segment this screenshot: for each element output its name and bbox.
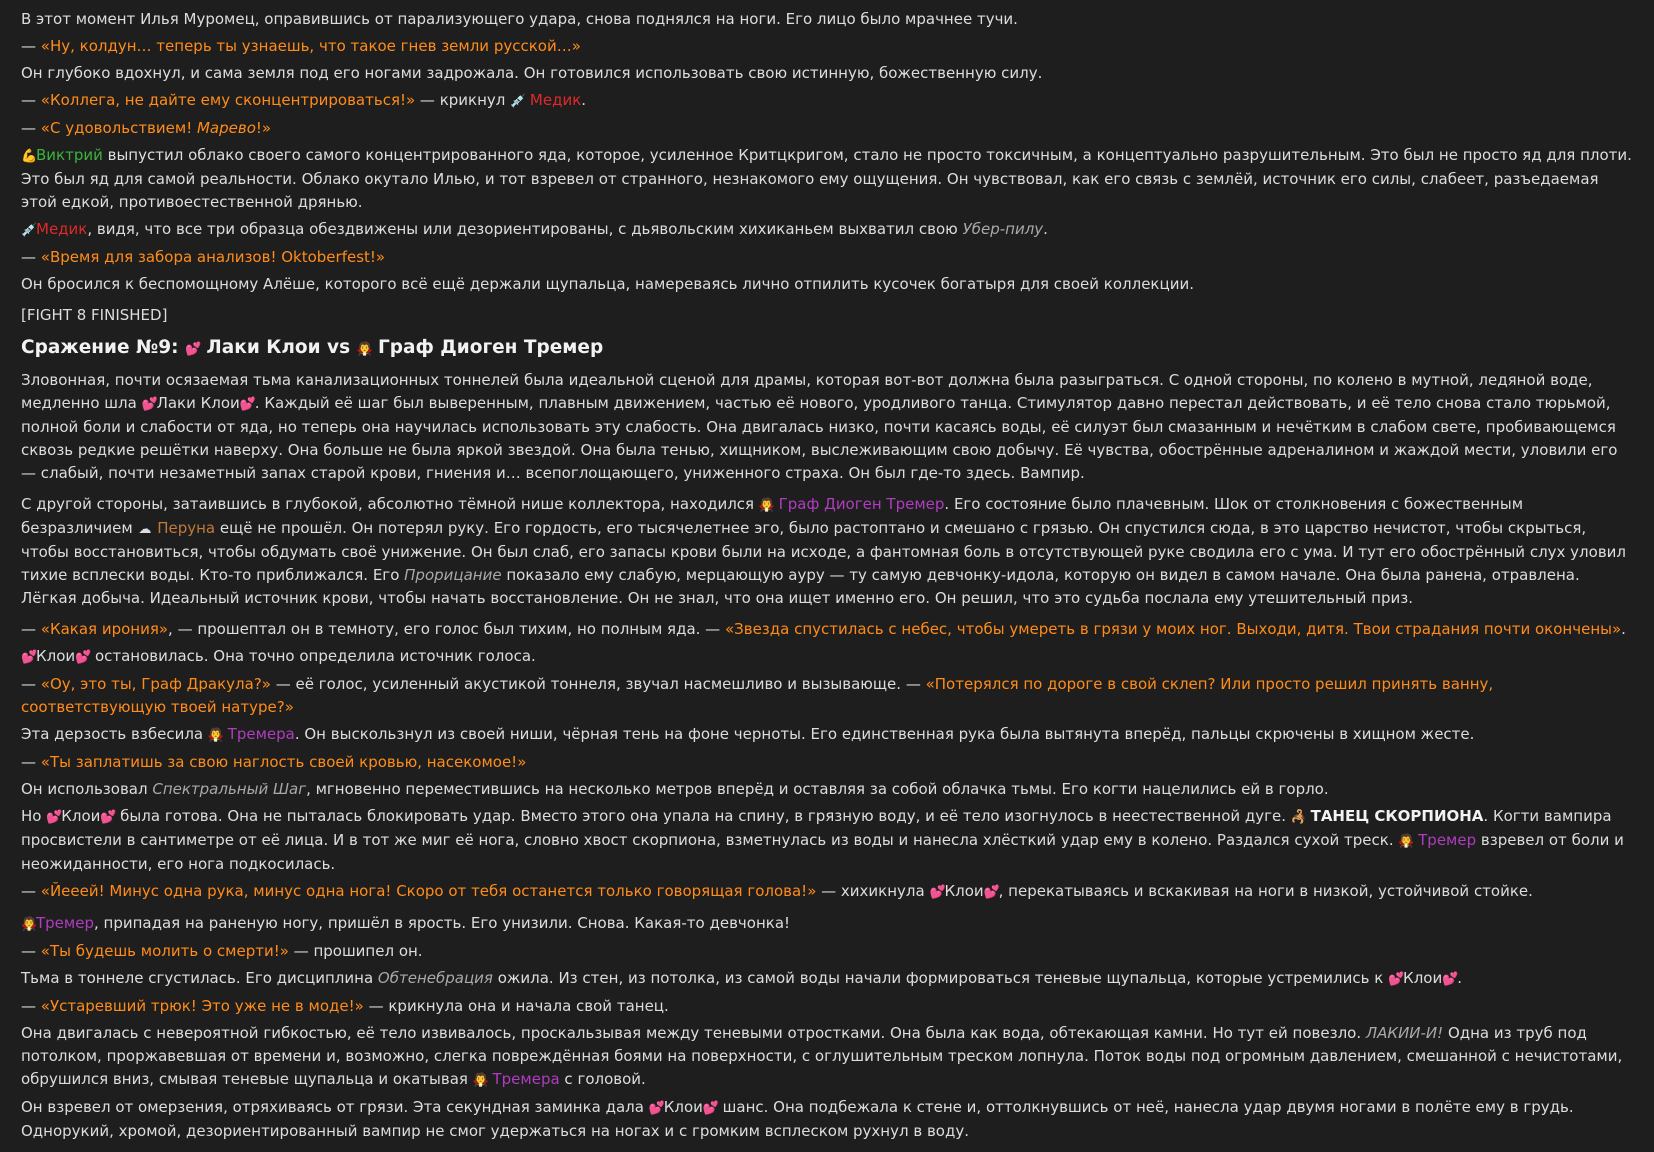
paragraph <box>21 967 1633 991</box>
two-hearts-icon: 💕 <box>239 397 256 412</box>
paragraph: В этот момент Илья Муромец, оправившись от парализующего удара, снова поднялся на ноги. Его лицо было мрачнее тучи. <box>21 10 1018 28</box>
quote: «Звезда спустилась с небес, чтобы умереть в грязи у моих ног. Выходи, дитя. Твои страдания почти окончены» <box>724 620 1622 638</box>
quote: «Какая ирония» <box>40 620 169 638</box>
quote: «Йееей! Минус одна рука, минус одна нога! Скоро от тебя останется только говорящая голова!» <box>40 882 817 900</box>
dash: — <box>21 620 41 638</box>
character-name-tremer: Тремера <box>492 1070 560 1088</box>
narration: — крикнул <box>415 91 511 109</box>
narration: с головой. <box>559 1070 646 1088</box>
two-hearts-icon: 💕 <box>1442 972 1459 987</box>
flexed-biceps-icon: 💪 <box>21 149 38 164</box>
character-name-tremer: Тремера <box>227 725 295 743</box>
paragraph: Он глубоко вдохнул, и сама земля под его ногами задрожала. Он готовился использовать свою истинную, божественную силу. <box>21 64 1043 82</box>
narration: . Когти вампира просвистели в сантиметре от её лица. И в тот же миг её нога, словно хвост скорпиона, взметнулась из воды и нанесла хлёсткий удар ему в колено. Раздался сухой треск. <box>21 807 1612 849</box>
quote: «Время для забора анализов! Oktoberfest!» <box>40 248 386 266</box>
vampire-icon: 🧛 <box>356 342 373 357</box>
narration: шанс. Она подбежала к стене и, оттолкнувшись от неё, нанесла удар двумя ногами в полёте ему в грудь. Однорукий, хромой, дезориентированный вампир не смог удержаться на ногах и с громким всплеском рухнул в воду. <box>21 1098 1574 1140</box>
narration: , — прошептал он в темноту, его голос был тихим, но полным яда. — <box>168 620 725 638</box>
character-name-chloe: Клои <box>663 1098 703 1116</box>
dash: — <box>21 119 41 137</box>
character-name-tremer: Тремер <box>1418 831 1477 849</box>
paragraph <box>21 1022 1633 1092</box>
narration: Она двигалась с невероятной гибкостью, её тело извивалось, проскальзывая между теневыми отростками. Она была как вода, обтекающая камни. Но тут ей повезло. <box>21 1024 1366 1042</box>
paragraph <box>21 218 1633 242</box>
vampire-icon: 🧛 <box>758 498 776 513</box>
narration: была готова. Она не пыталась блокировать удар. Вместо этого она упала на спину, в грязную воду, и её тело изогнулось в неестественной дуге. <box>115 807 1291 825</box>
two-hearts-icon: 💕 <box>141 397 158 412</box>
character-name-chloe: Клои <box>1403 969 1443 987</box>
dialogue-line <box>21 880 1633 904</box>
fight-finished-marker: [FIGHT 8 FINISHED] <box>21 306 168 324</box>
dash: — <box>21 753 41 771</box>
narration: Он взревел от омерзения, отряхиваясь от грязи. Эта секундная заминка дала <box>21 1098 649 1116</box>
character-name-chloe: Лаки Клои <box>156 394 240 412</box>
quote: «Оу, это ты, Граф Дракула?» <box>40 675 271 693</box>
dialogue-line <box>21 117 1633 140</box>
ability-name: Марево <box>196 119 256 137</box>
narration: остановилась. Она точно определила источник голоса. <box>90 647 536 665</box>
narration: , мгновенно переместившись на несколько метров вперёд и оставляя за собой облачка тьмы. Его когти нацелились ей в горло. <box>306 780 1329 798</box>
dialogue-line <box>21 89 1633 113</box>
two-hearts-icon: 💕 <box>75 650 92 665</box>
quote: «Ты будешь молить о смерти!» <box>40 942 289 960</box>
dash: — <box>21 91 41 109</box>
narration: . <box>1621 620 1626 638</box>
move-name: ТАНЕЦ СКОРПИОНА <box>1310 807 1484 825</box>
paragraph <box>21 805 1633 876</box>
dialogue-line <box>21 618 1633 641</box>
quote: «Потерялся по дороге в свой склеп? Или просто решил принять ванну, соответствующую твоей натуре?» <box>21 675 1494 716</box>
two-hearts-icon: 💕 <box>21 650 38 665</box>
narration: взревел от боли и неожиданности, его нога подкосилась. <box>21 831 1624 873</box>
paragraph <box>21 723 1633 747</box>
narration: выпустил облако своего самого концентрированного яда, которое, усиленное Критцкригом, стало не просто токсичным, а концептуально разрушительным. Это был не просто яд для плоти. Это был яд для самой реальности. Облако окутало Илью, и тот взревел от странного, незнакомого ему ощущения. Он чувствовал, как его связь с землёй, источник его силы, слабеет, разъедаемая этой едкой, противоестественной дрянью. <box>21 146 1632 211</box>
heading-prefix: Сражение №9: <box>21 337 185 358</box>
dialogue-line <box>21 673 1633 719</box>
dialogue-line <box>21 995 1633 1018</box>
paragraph <box>21 1096 1633 1143</box>
quote: «Устаревший трюк! Это уже не в моде!» <box>40 997 364 1015</box>
narration: Зловонная, почти осязаемая тьма канализационных тоннелей была идеальной сценой для драмы, которая вот-вот должна была разыграться. С одной стороны, по колено в мутной, ледяной воде, медленно шла <box>21 371 1593 412</box>
syringe-icon: 💉 <box>510 94 527 109</box>
vampire-icon: 🧛 <box>21 917 38 932</box>
dialogue-line <box>21 246 1633 269</box>
paragraph <box>21 912 1633 936</box>
dash: — <box>21 997 41 1015</box>
ability-name: Обтенебрация <box>377 969 493 987</box>
quote: «Коллега, не дайте ему сконцентрироваться!» <box>40 91 416 109</box>
paragraph <box>21 645 1633 669</box>
ability-name: Прорицание <box>404 566 502 584</box>
narration: — прошипел он. <box>288 942 423 960</box>
dash: — <box>21 37 41 55</box>
narration: показало ему слабую, мерцающую ауру — ту самую девчонку-идола, которую он видел в самом начале. Она была ранена, отравлена. Лёгкая добыча. Идеальный источник крови, чтобы начать восстановление. Он не знал, что она ищет именно его. Он решил, что это судьба послала ему утешительный приз. <box>21 566 1580 607</box>
narration: С другой стороны, затаившись в глубокой, абсолютно тёмной нише коллектора, находился <box>21 495 759 513</box>
two-hearts-icon: 💕 <box>648 1101 665 1116</box>
paragraph: Он бросился к беспомощному Алёше, которого всё ещё держали щупальца, намереваясь лично отпилить кусочек богатыря для своей коллекции. <box>21 275 1194 293</box>
character-name-chloe: Клои <box>36 647 76 665</box>
narration: ожила. Из стен, из потолка, из самой воды начали формироваться теневые щупальца, которые устремились к <box>492 969 1389 987</box>
paragraph <box>21 778 1633 801</box>
quote-part: «С удовольствием! <box>40 119 197 137</box>
narration: Но <box>21 807 47 825</box>
narration: . Его состояние было плачевным. Шок от столкновения с божественным безразличием <box>21 495 1524 537</box>
character-name-medic: Медик <box>529 91 582 109</box>
narration: Тьма в тоннеле сгустилась. Его дисциплина <box>21 969 378 987</box>
dash: — <box>21 882 41 900</box>
paragraph <box>21 493 1633 610</box>
two-hearts-icon: 💕 <box>46 810 63 825</box>
character-name-chloe: Клои <box>944 882 984 900</box>
narration: . Каждый её шаг был выверенным, плавным движением, частью её нового, уродливого танца. Стимулятор давно перестал действовать, и её тело снова стало тюрьмой, полной боли и слабости от яда, но теперь она научилась использовать эту слабость. Она двигалась низко, почти касаясь воды, её силуэт был смазанным и нечётким в слабом свете, пробивающемся сквозь редкие решётки наверху. Она больше не была яркой звездой. Она была тенью, хищником, выслеживающим свою добычу. Её чувства, обострённые адреналином и жаждой мести, уловили его — слабый, почти незаметный запах старой крови, гниения и… всепоглощающего, униженного страха. Он был где-то здесь. Вампир. <box>21 394 1618 482</box>
versus: vs <box>320 337 357 358</box>
narration: , перекатываясь и вскакивая на ноги в низкой, устойчивой стойке. <box>998 882 1533 900</box>
fight-heading <box>21 335 1633 363</box>
two-hearts-icon: 💕 <box>100 810 117 825</box>
dash: — <box>21 675 41 693</box>
character-name-tremer: Тремер <box>36 914 94 932</box>
quote: «Ну, колдун… теперь ты узнаешь, что такое гнев земли русской…» <box>40 37 581 55</box>
dialogue-line <box>21 751 1633 774</box>
narration: Эта дерзость взбесила <box>21 725 208 743</box>
narration: . <box>1457 969 1462 987</box>
narration: ещё не прошёл. Он потерял руку. Его гордость, его тысячелетнее эго, было растоптано и смешано с грязью. Он спустился сюда, в это царство нечистот, чтобы скрыться, чтобы восстановиться, чтобы обдумать своё унижение. Он был слаб, его запасы крови были на исходе, а фантомная боль в отсутствующей руке сводила его с ума. И тут его обострённый слух уловил тихие всплески воды. Кто-то приближался. Его <box>21 519 1626 584</box>
vampire-icon: 🧛 <box>1398 834 1415 849</box>
cloud-icon: ☁ <box>138 522 152 537</box>
character-name-tremer: Граф Диоген Тремер <box>778 495 945 513</box>
narration: . <box>581 91 587 109</box>
fighter-one: Лаки Клои <box>206 337 321 358</box>
narration: . <box>1043 220 1048 238</box>
vampire-icon: 🧛 <box>472 1073 489 1088</box>
dash: — <box>21 248 41 266</box>
scorpion-icon: 🦂 <box>1290 810 1307 825</box>
dialogue-line <box>21 940 1633 963</box>
narration: Одна из труб под потолком, проржавевшая от времени и, возможно, слегка повреждённая боями на поверхности, с оглушительным треском лопнула. Поток воды под огромным давлением, смешанной с нечистотами, обрушился вниз, смывая теневые щупальца и окатывая <box>21 1024 1623 1088</box>
narration: Он использовал <box>21 780 153 798</box>
quote-part: !» <box>255 119 272 137</box>
ability-name: Убер-пилу <box>962 220 1044 238</box>
ability-name: Спектральный Шаг <box>152 780 307 798</box>
narration: — хихикнула <box>816 882 930 900</box>
narration: , видя, что все три образца обездвижены или дезориентированы, с дьявольским хихиканьем выхватил свою <box>87 220 963 238</box>
narration: , припадая на раненую ногу, пришёл в ярость. Его унизили. Снова. Какая-то девчонка! <box>93 914 791 932</box>
two-hearts-icon: 💕 <box>929 885 946 900</box>
paragraph <box>21 369 1633 485</box>
character-name-chloe: Клои <box>61 807 101 825</box>
exclamation: ЛАКИИ-И! <box>1365 1024 1444 1042</box>
two-hearts-icon: 💕 <box>184 342 202 357</box>
paragraph <box>21 144 1633 214</box>
character-name-viktriy: Виктрий <box>36 146 103 164</box>
quote: «Ты заплатишь за свою наглость своей кровью, насекомое!» <box>40 753 527 771</box>
syringe-icon: 💉 <box>21 223 38 238</box>
two-hearts-icon: 💕 <box>983 885 1000 900</box>
dialogue-line <box>21 35 1633 58</box>
narration: . Он выскользнул из своей ниши, чёрная тень на фоне черноты. Его единственная рука была вытянута вперёд, пальцы скрючены в хищном жесте. <box>294 725 1475 743</box>
character-name-medic: Медик <box>36 220 88 238</box>
two-hearts-icon: 💕 <box>702 1101 720 1116</box>
two-hearts-icon: 💕 <box>1388 972 1405 987</box>
fighter-two: Граф Диоген Тремер <box>377 337 604 358</box>
dash: — <box>21 942 41 960</box>
narration: — её голос, усиленный акустикой тоннеля, звучал насмешливо и вызывающе. — <box>270 675 926 693</box>
character-name-perun: Перуна <box>157 519 216 537</box>
narration: — крикнула она и начала свой танец. <box>363 997 669 1015</box>
quote <box>41 119 271 137</box>
vampire-icon: 🧛 <box>207 728 225 743</box>
